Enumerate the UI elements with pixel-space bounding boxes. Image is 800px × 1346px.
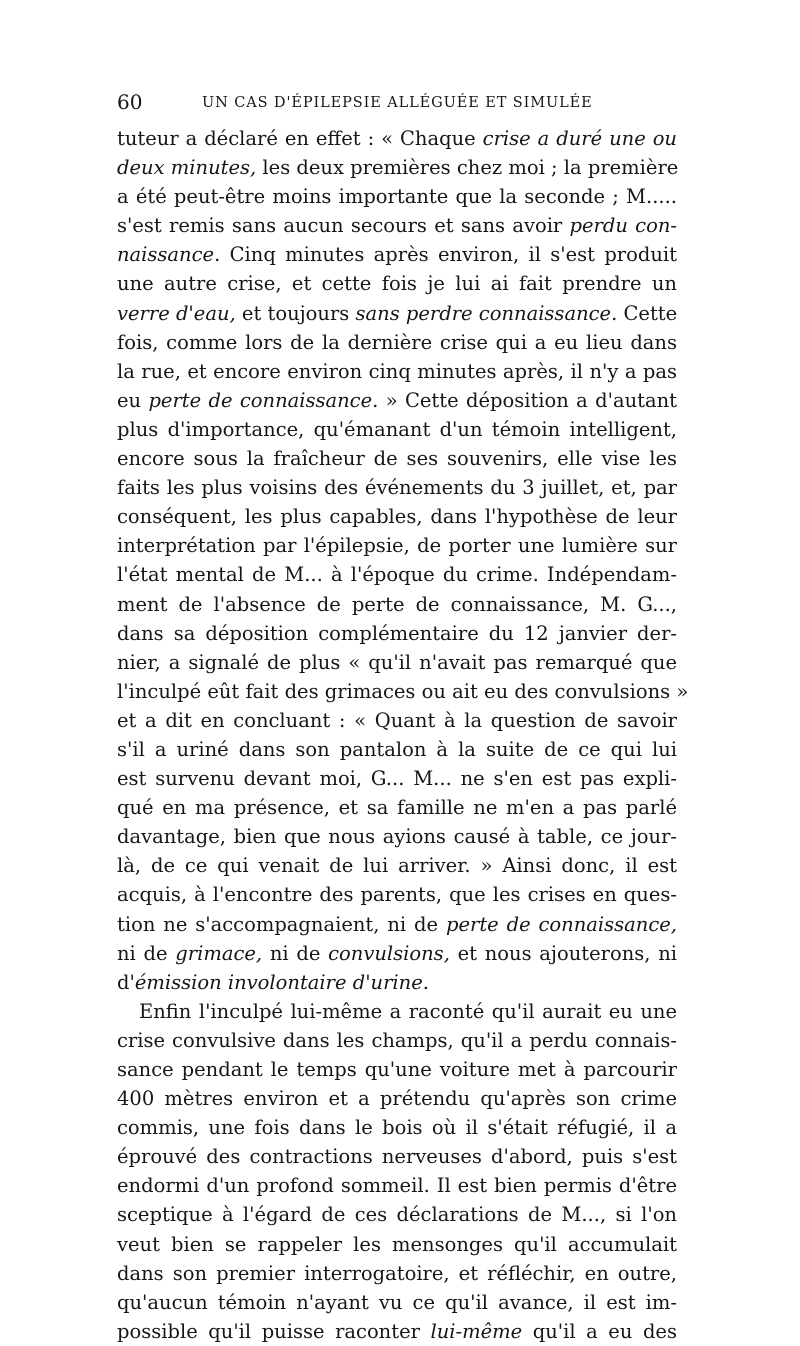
text-line — [117, 386, 677, 415]
text-line — [117, 153, 677, 182]
text-line — [117, 1288, 677, 1317]
text-run: s'est remis sans aucun secours et sans avoir — [117, 214, 570, 238]
text-line — [117, 822, 677, 851]
text-run: ni de — [262, 941, 329, 965]
text-run: là, de ce qui venait de lui arriver. » Ainsi donc, il est — [117, 854, 677, 878]
text-line — [117, 648, 677, 677]
text-run: ment de l'absence de perte de connaissance, M. G..., — [117, 592, 677, 616]
italic-text: perte de connaissance, — [445, 912, 677, 936]
text-run: dans sa déposition complémentaire du 12 janvier der- — [117, 621, 677, 645]
text-line — [117, 619, 677, 648]
text-line — [117, 590, 677, 619]
text-line — [117, 531, 677, 560]
italic-text: verre d'eau, — [117, 301, 236, 325]
text-line — [117, 211, 677, 240]
text-run: et nous ajouterons, ni — [449, 941, 677, 965]
text-line — [117, 124, 677, 153]
text-line — [117, 444, 677, 473]
text-run: faits les plus voisins des événements du 3 juillet, et, par — [117, 476, 677, 500]
text-run: commis, une fois dans le bois où il s'était réfugié, il a — [117, 1116, 677, 1140]
text-line — [117, 793, 677, 822]
text-run: qu'aucun témoin n'ayant vu ce qu'il avance, il est im- — [117, 1290, 677, 1314]
text-run: la rue, et encore environ cinq minutes après, il n'y a pas — [117, 359, 677, 383]
text-line — [117, 1171, 677, 1200]
text-run: tuteur a déclaré en effet : « Chaque — [117, 127, 483, 150]
text-run: eu — [117, 388, 149, 412]
text-run: plus d'importance, qu'émanant d'un témoin intelligent, — [117, 417, 677, 441]
paragraph — [117, 124, 689, 997]
paragraph — [117, 997, 677, 1346]
italic-text: perdu con- — [569, 214, 677, 238]
text-line — [117, 677, 689, 706]
text-run: ni de — [117, 941, 176, 965]
running-title: UN CAS D'ÉPILEPSIE ALLÉGUÉE ET SIMULÉE — [202, 95, 593, 111]
text-run: s'il a uriné dans son pantalon à la suite de ce qui lui — [117, 737, 677, 761]
text-run: Enfin l'inculpé lui-même a raconté qu'il aurait eu une — [139, 999, 677, 1023]
italic-text: émission involontaire d'urine. — [134, 970, 429, 994]
text-line — [117, 1142, 677, 1171]
text-run: sceptique à l'égard de ces déclarations de M..., si l'on — [117, 1203, 677, 1227]
text-line — [117, 1200, 677, 1229]
text-run: acquis, à l'encontre des parents, que les crises en ques- — [117, 883, 677, 907]
text-run: sance pendant le temps qu'une voiture met à parcourir — [117, 1058, 677, 1081]
text-line — [117, 1113, 677, 1142]
text-line — [117, 502, 677, 531]
text-run: dans son premier interrogatoire, et réfléchir, en outre, — [117, 1261, 677, 1285]
text-run: d' — [117, 970, 135, 994]
text-line — [117, 880, 677, 909]
text-line — [117, 939, 677, 968]
text-run: possible qu'il puisse raconter — [117, 1319, 431, 1343]
text-run: fois, comme lors de la dernière crise qui a eu lieu dans — [117, 330, 677, 354]
page-number: 60 — [117, 90, 143, 114]
text-line — [117, 706, 677, 735]
italic-text: sans perdre connaissance. — [355, 301, 618, 325]
text-run: conséquent, les plus capables, dans l'hypothèse de leur — [117, 505, 677, 529]
italic-text: lui-même — [430, 1319, 523, 1343]
text-run: qué en ma présence, et sa famille ne m'en a pas parlé — [117, 796, 677, 820]
text-run: encore sous la fraîcheur de ses souvenirs, elle vise les — [117, 447, 677, 471]
text-line — [117, 1317, 677, 1346]
italic-text: naissance. — [117, 243, 221, 267]
text-line — [117, 240, 677, 269]
text-run: l'inculpé eût fait des grimaces ou ait eu des convulsions » — [117, 679, 689, 703]
text-run: l'état mental de M... à l'époque du crime. Indépendam- — [117, 563, 677, 587]
text-run: les deux premières chez moi ; la première — [256, 156, 679, 180]
text-run: 400 mètres environ et a prétendu qu'après son crime — [117, 1087, 677, 1111]
italic-text: grimace, — [175, 941, 263, 965]
text-line — [117, 968, 677, 997]
text-run: a été peut-être moins importante que la seconde ; M..... — [117, 185, 677, 209]
text-line — [117, 560, 677, 589]
text-run: et a dit en concluant : « Quant à la question de savoir — [117, 708, 677, 732]
text-line — [117, 997, 677, 1026]
text-run: une autre crise, et cette fois je lui ai fait prendre un — [117, 272, 677, 296]
text-run: interprétation par l'épilepsie, de porter une lumière sur — [117, 534, 677, 558]
text-run: tion ne s'accompagnaient, ni de — [117, 912, 446, 936]
text-line — [117, 1055, 677, 1084]
text-line — [117, 415, 677, 444]
text-line — [117, 299, 677, 328]
text-line — [117, 851, 677, 880]
text-run: est survenu devant moi, G... M... ne s'en est pas expli- — [117, 767, 677, 791]
text-run: Cette — [617, 301, 678, 325]
italic-text: convulsions, — [328, 941, 450, 965]
text-line — [117, 1230, 677, 1259]
text-run: crise convulsive dans les champs, qu'il a perdu connais- — [117, 1028, 677, 1052]
italic-text: deux minutes, — [117, 156, 257, 180]
text-run: éprouvé des contractions nerveuses d'abord, puis s'est — [117, 1145, 677, 1169]
text-run: et toujours — [235, 301, 356, 325]
text-line — [117, 764, 677, 793]
text-run: Cinq minutes après environ, il s'est produit — [220, 243, 677, 267]
text-line — [117, 182, 677, 211]
page-header — [117, 90, 677, 114]
text-line — [117, 1026, 677, 1055]
text-line — [117, 269, 677, 298]
body-text — [117, 124, 689, 1346]
text-run: nier, a signalé de plus « qu'il n'avait pas remarqué que — [117, 650, 677, 674]
text-line — [117, 735, 677, 764]
text-line — [117, 357, 677, 386]
text-run: » Cette déposition a d'autant — [378, 388, 677, 412]
text-line — [117, 1084, 677, 1113]
text-run: veut bien se rappeler les mensonges qu'il accumulait — [117, 1232, 677, 1256]
text-line — [117, 473, 677, 502]
text-line — [117, 910, 677, 939]
text-run: endormi d'un profond sommeil. Il est bien permis d'être — [117, 1174, 677, 1198]
italic-text: perte de connaissance. — [148, 388, 379, 412]
text-line — [117, 328, 677, 357]
text-line — [117, 1259, 677, 1288]
text-run: qu'il a eu des — [522, 1319, 677, 1343]
italic-text: crise a duré une ou — [482, 127, 677, 150]
text-run: davantage, bien que nous ayions causé à table, ce jour- — [117, 825, 677, 849]
